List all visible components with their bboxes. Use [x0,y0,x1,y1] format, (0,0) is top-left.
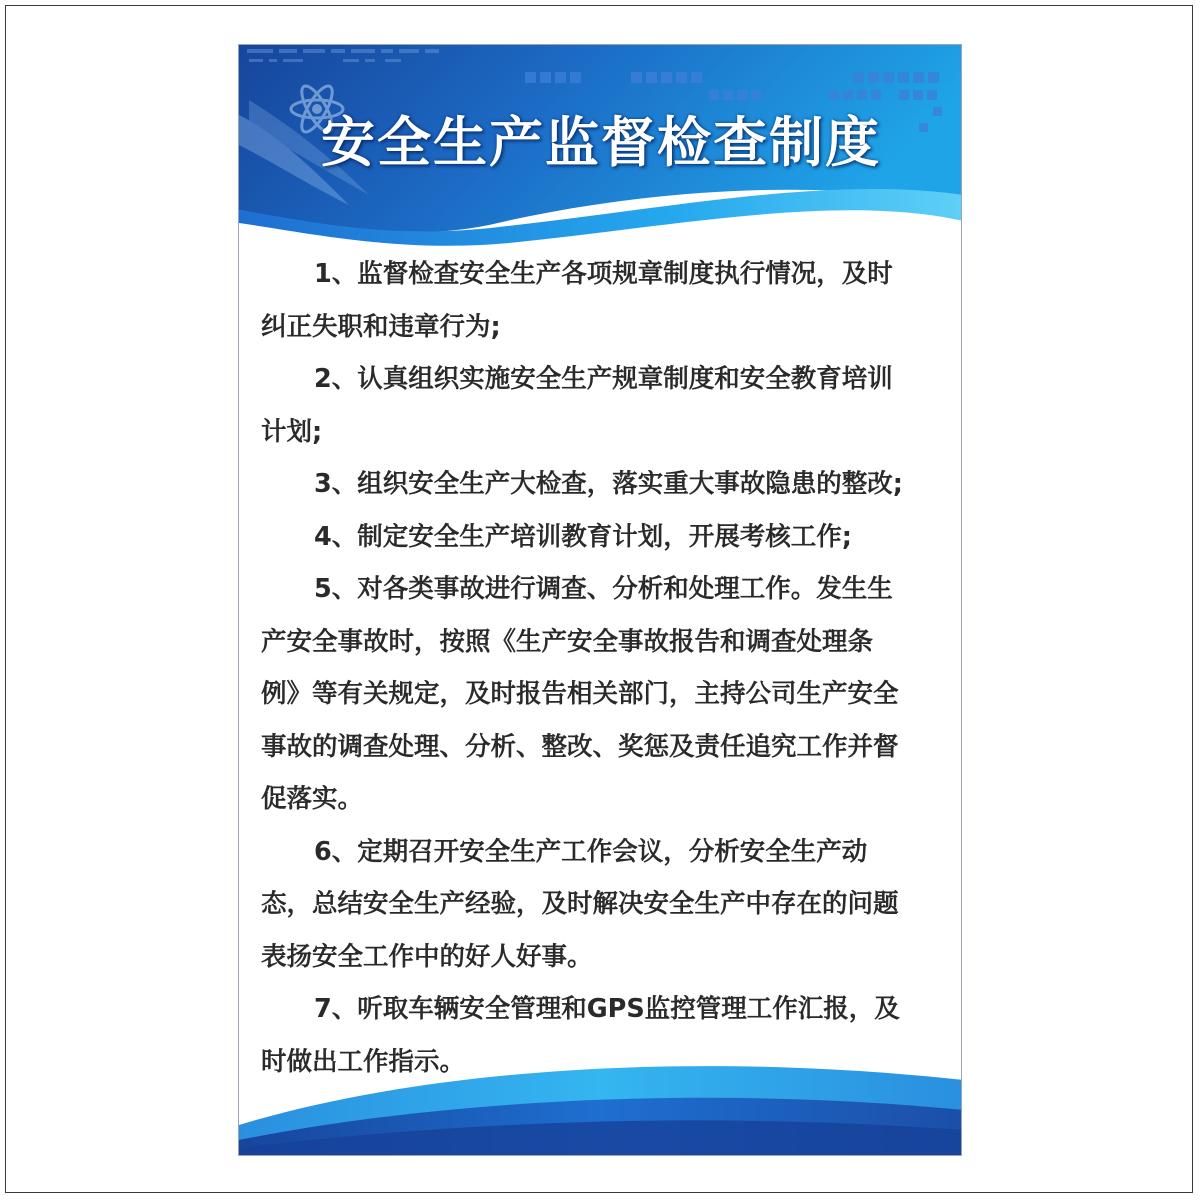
item-5-line: 产安全事故时，按照《生产安全事故报告和调查处理条 [261,626,874,657]
poster-title: 安全生产监督检查制度 [321,111,881,174]
item-7-line: 时做出工作指示。 [261,1046,466,1077]
regulation-item-5 [261,563,945,826]
item-7-line: 7、听取车辆安全管理和GPS监控管理工作汇报，及 [314,994,900,1024]
item-5-line: 促落实。 [261,784,364,814]
regulation-item-1 [261,248,945,353]
regulation-item-3 [261,458,945,511]
regulation-body [261,248,945,1088]
item-6-line: 6、定期召开安全生产工作会议，分析安全生产动 [314,836,868,867]
item-6-line: 态，总结安全生产经验，及时解决安全生产中存在的问题 [261,889,899,919]
regulation-item-2 [261,353,945,458]
item-3-line: 3、组织安全生产大检查，落实重大事故隐患的整改; [314,469,903,499]
regulation-item-6 [261,826,945,984]
item-1-line: 1、监督检查安全生产各项规章制度执行情况，及时 [314,259,893,289]
regulation-poster [238,44,962,1156]
item-1-line: 纠正失职和违章行为; [261,311,501,342]
regulation-item-4 [261,511,945,564]
item-5-line: 例》等有关规定，及时报告相关部门，主持公司生产安全 [261,679,899,709]
item-2-line: 计划; [261,416,323,447]
item-5-line: 5、对各类事故进行调查、分析和处理工作。发生生 [314,574,893,604]
item-6-line: 表扬安全工作中的好人好事。 [261,941,593,972]
item-2-line: 2、认真组织实施安全生产规章制度和安全教育培训 [314,364,893,394]
footer-wave [239,1040,962,1155]
item-4-line: 4、制定安全生产培训教育计划，开展考核工作; [314,521,852,552]
item-5-line: 事故的调查处理、分析、整改、奖惩及责任追究工作并督 [261,731,899,762]
